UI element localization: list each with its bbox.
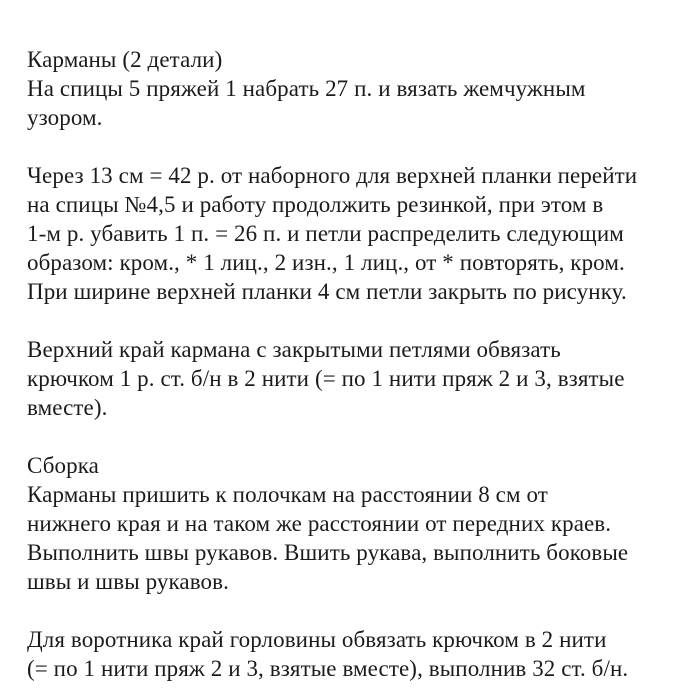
paragraph-top-band [27, 161, 670, 306]
text-line: При ширине верхней планки 4 см петли закрыть по рисунку. [27, 279, 627, 304]
text-line: (= по 1 нити пряж 2 и 3, взятые вместе), выполнив 32 ст. б/н. [27, 656, 629, 681]
paragraph-pockets [27, 45, 670, 132]
text-line: нижнего края и на таком же расстоянии от передних краев. [27, 511, 612, 536]
text-line: на спицы №4,5 и работу продолжить резинкой, при этом в [27, 192, 604, 217]
paragraph-collar [27, 625, 670, 683]
text-line: Карманы пришить к полочкам на расстоянии 8 см от [27, 482, 548, 507]
text-line: Верхний край кармана с закрытыми петлями обвязать [27, 337, 561, 362]
text-line: Выполнить швы рукавов. Вшить рукава, выполнить боковые [27, 540, 629, 565]
text-line: На спицы 5 пряжей 1 набрать 27 п. и вязать жемчужным [27, 76, 586, 101]
text-line: узором. [27, 105, 103, 130]
text-line: швы и швы рукавов. [27, 569, 229, 594]
pockets-heading: Карманы (2 детали) [27, 47, 223, 72]
paragraph-pocket-edge [27, 335, 670, 422]
text-line: Для воротника край горловины обвязать крючком в 2 нити [27, 627, 607, 652]
assembly-heading: Сборка [27, 453, 99, 478]
text-line: Через 13 см = 42 р. от наборного для верхней планки перейти [27, 163, 638, 188]
text-line: 1-м р. убавить 1 п. = 26 п. и петли распределить следующим [27, 221, 624, 246]
text-line: вместе). [27, 395, 108, 420]
text-line: крючком 1 р. ст. б/н в 2 нити (= по 1 нити пряж 2 и 3, взятые [27, 366, 625, 391]
paragraph-assembly [27, 451, 670, 596]
text-line: образом: кром., * 1 лиц., 2 изн., 1 лиц., от * повторять, кром. [27, 250, 625, 275]
